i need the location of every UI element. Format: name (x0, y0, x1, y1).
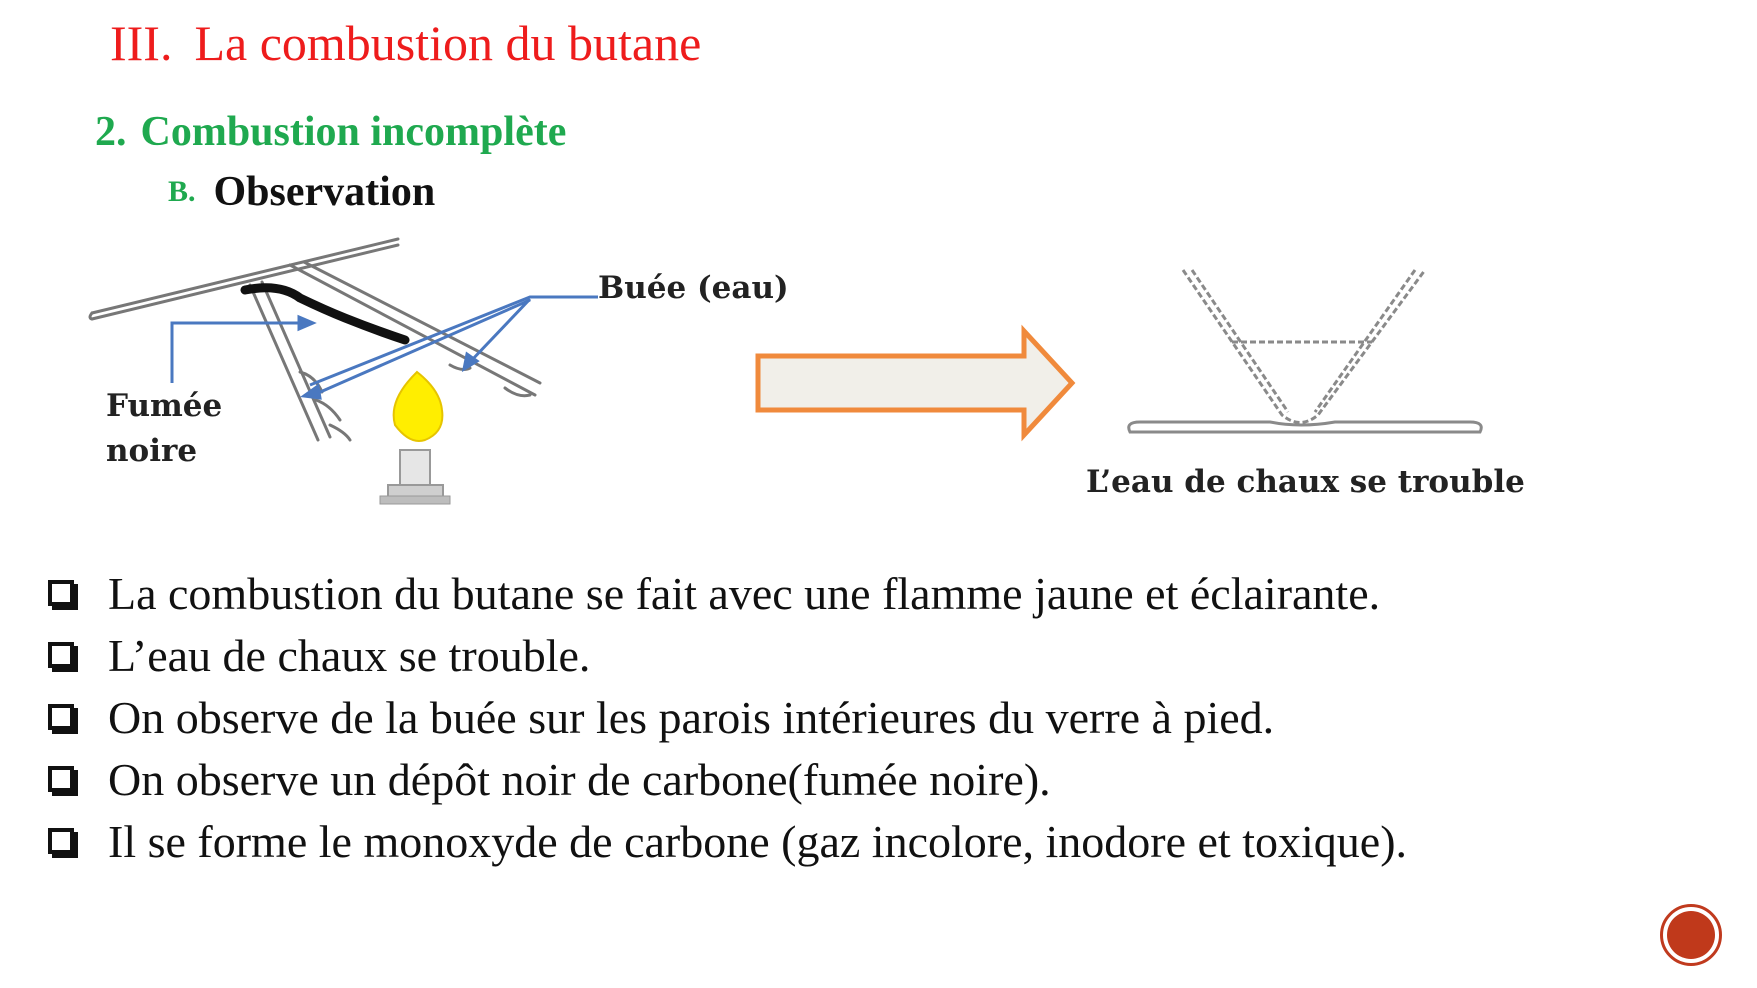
list-item (48, 562, 1407, 624)
checkbox-bullet-icon (48, 828, 74, 854)
title-number: III. (110, 15, 173, 71)
checkbox-bullet-icon (48, 580, 74, 606)
label-buee: Buée (eau) (598, 270, 789, 306)
title-text: La combustion du butane (194, 15, 702, 71)
burner-illustration (380, 372, 450, 504)
list-item (48, 686, 1407, 748)
list-item (48, 624, 1407, 686)
circle-next-icon (1667, 911, 1715, 959)
observation-text: On observe un dépôt noir de carbone(fumée noire). (108, 753, 1051, 805)
section-number: 2. (95, 109, 127, 155)
checkbox-bullet-icon (48, 642, 74, 668)
transition-arrow (758, 331, 1072, 435)
checkbox-bullet-icon (48, 766, 74, 792)
subsection-text: Observation (213, 169, 436, 215)
label-chaux: L’eau de chaux se trouble (1086, 464, 1525, 500)
label-fumee-line1: Fumée (106, 388, 223, 424)
observations-list (48, 562, 1407, 872)
list-item (48, 810, 1407, 872)
list-item (48, 748, 1407, 810)
observation-text: L’eau de chaux se trouble. (108, 629, 591, 681)
next-slide-button[interactable] (1660, 904, 1722, 966)
subsection-letter: B. (168, 175, 196, 208)
limewater-glass-illustration (1183, 270, 1425, 423)
pointer-lines (172, 297, 598, 398)
limewater-glass-base (1129, 422, 1482, 432)
observation-text: La combustion du butane se fait avec une flamme jaune et éclairante. (108, 567, 1381, 619)
section-text: Combustion incomplète (140, 109, 567, 155)
checkbox-bullet-icon (48, 704, 74, 730)
label-fumee-line2: noire (106, 433, 198, 469)
observation-text: Il se forme le monoxyde de carbone (gaz incolore, inodore et toxique). (108, 815, 1408, 867)
observation-text: On observe de la buée sur les parois intérieures du verre à pied. (108, 691, 1275, 743)
